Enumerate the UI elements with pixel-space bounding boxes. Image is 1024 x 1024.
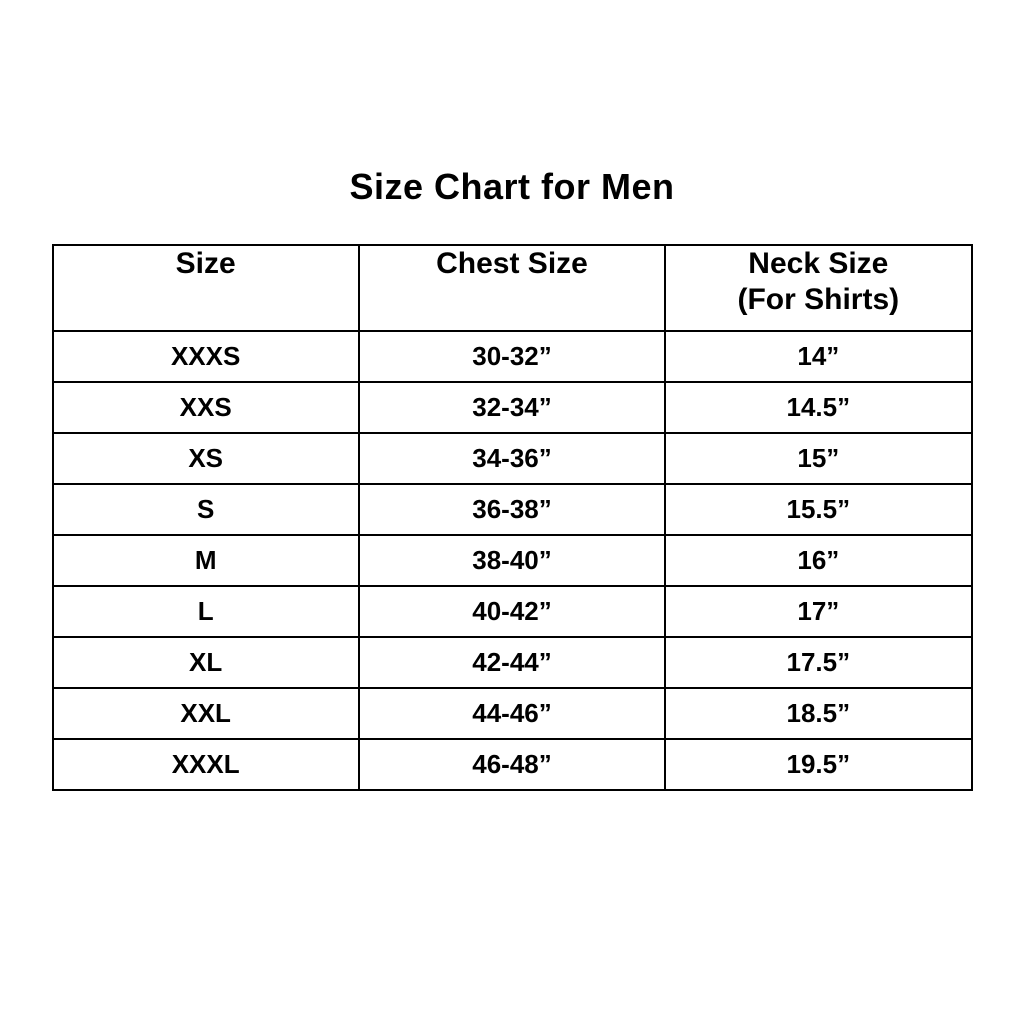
header-cell-neck <box>665 245 971 331</box>
cell-size: XL <box>53 637 359 688</box>
table-header <box>53 245 972 331</box>
cell-neck: 17.5” <box>665 637 971 688</box>
cell-chest: 36-38” <box>359 484 665 535</box>
cell-chest: 30-32” <box>359 331 665 382</box>
page-title: Size Chart for Men <box>349 166 675 207</box>
table-row <box>53 739 972 790</box>
cell-size: XS <box>53 433 359 484</box>
header-row <box>53 245 972 331</box>
table-row <box>53 535 972 586</box>
cell-chest: 34-36” <box>359 433 665 484</box>
cell-neck: 15” <box>665 433 971 484</box>
cell-neck: 14.5” <box>665 382 971 433</box>
cell-chest: 32-34” <box>359 382 665 433</box>
table-row <box>53 382 972 433</box>
cell-chest: 42-44” <box>359 637 665 688</box>
table-body <box>53 331 972 790</box>
cell-size: XXXL <box>53 739 359 790</box>
cell-neck: 16” <box>665 535 971 586</box>
cell-chest: 40-42” <box>359 586 665 637</box>
cell-chest: 46-48” <box>359 739 665 790</box>
header-cell-size: Size <box>53 245 359 331</box>
cell-size: M <box>53 535 359 586</box>
header-neck-line1: Neck Size <box>748 247 889 280</box>
table-row <box>53 433 972 484</box>
table-row <box>53 637 972 688</box>
cell-size: L <box>53 586 359 637</box>
cell-size: S <box>53 484 359 535</box>
size-chart-table <box>52 244 973 791</box>
cell-neck: 14” <box>665 331 971 382</box>
cell-size: XXL <box>53 688 359 739</box>
cell-neck: 17” <box>665 586 971 637</box>
table-row <box>53 586 972 637</box>
cell-size: XXS <box>53 382 359 433</box>
cell-neck: 19.5” <box>665 739 971 790</box>
table-row <box>53 331 972 382</box>
cell-chest: 38-40” <box>359 535 665 586</box>
table-row <box>53 484 972 535</box>
header-neck-line2: (For Shirts) <box>737 283 900 316</box>
header-cell-chest: Chest Size <box>359 245 665 331</box>
table-row <box>53 688 972 739</box>
cell-neck: 15.5” <box>665 484 971 535</box>
cell-neck: 18.5” <box>665 688 971 739</box>
cell-size: XXXS <box>53 331 359 382</box>
cell-chest: 44-46” <box>359 688 665 739</box>
